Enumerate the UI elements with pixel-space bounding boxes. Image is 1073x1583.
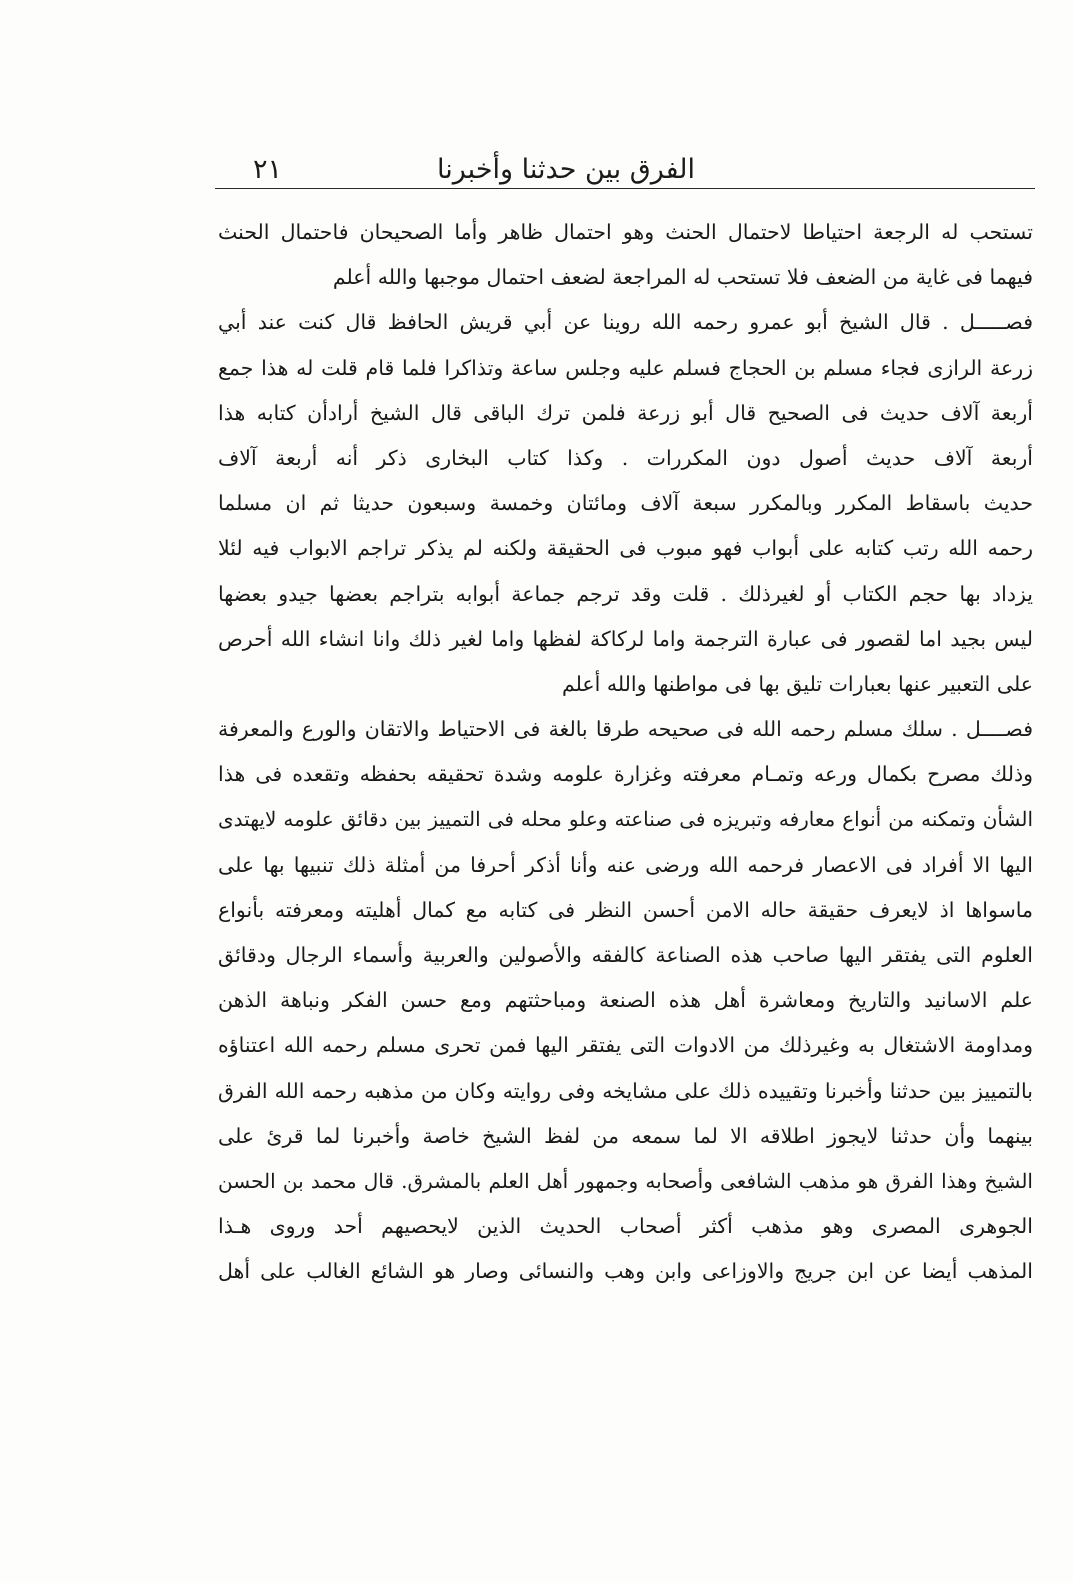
text-line: فصــــل . سلك مسلم رحمه الله فى صحيحه طرقا بالغة فى الاحتياط والاتقان والورع والمعرفة (218, 717, 1033, 742)
text-line: اليها الا أفراد فى الاعصار فرحمه الله ورضى عنه وأنا أذكر أحرفا من أمثلة ذلك تنبيها بها على (218, 852, 1033, 877)
text-line: الشيخ وهذا الفرق هو مذهب الشافعى وأصحابه وجمهور أهل العلم بالمشرق. قال محمد بن الحسن (218, 1168, 1033, 1193)
text-line: ليس بجيد اما لقصور فى عبارة الترجمة واما لركاكة لفظها واما لغير ذلك وانا انشاء الله أحرص (218, 626, 1033, 651)
text-line: بالتمييز بين حدثنا وأخبرنا وتقييده ذلك على مشايخه وفى روايته وكان من مذهبه رحمه الله الفرق (218, 1078, 1033, 1103)
text-line: العلوم التى يفتقر اليها صاحب هذه الصناعة كالفقه والأصولين والعربية وأسماء الرجال ودقائق (218, 943, 1033, 967)
text-line: أربعة آلاف حديث أصول دون المكررات . وكذا كتاب البخارى ذكر أنه أربعة آلاف (218, 445, 1033, 470)
text-line: المذهب أيضا عن ابن جريج والاوزاعى وابن وهب والنسائى وصار هو الشائع الغالب على أهل (218, 1259, 1033, 1284)
text-line: أربعة آلاف حديث فى الصحيح قال أبو زرعة فلمن ترك الباقى قال الشيخ أرادأن كتابه هذا (218, 400, 1033, 425)
text-line: الجوهرى المصرى وهو مذهب أكثر أصحاب الحديث الذين لايحصيهم أحد وروى هـذا (218, 1214, 1033, 1239)
text-line: بينهما وأن حدثنا لايجوز اطلاقه الا لما سمعه من لفظ الشيخ خاصة وأخبرنا لما قرئ على (218, 1123, 1033, 1148)
body-text (218, 210, 1033, 1295)
page-number: ٢١ (253, 154, 283, 185)
text-line: فيهما فى غاية من الضعف فلا تستحب له المراجعة لضعف احتمال موجبها والله أعلم (332, 265, 1033, 290)
text-line: رحمه الله رتب كتابه على أبواب فهو مبوب فى الحقيقة ولكنه لم يذكر تراجم الابواب فيه لئلا (218, 536, 1033, 561)
text-line: وذلك مصرح بكمال ورعه وتمـام معرفته وغزارة علومه وشدة تحقيقه بحفظه وتقعده فى هذا (218, 762, 1033, 787)
text-line: علم الاسانيد والتاريخ ومعاشرة أهل هذه الصنعة ومباحثتهم ومع حسن الفكر ونباهة الذهن (218, 988, 1033, 1013)
text-line: على التعبير عنها بعبارات تليق بها فى مواطنها والله أعلم (562, 671, 1033, 696)
text-line: ومداومة الاشتغال به وغيرذلك من الادوات التى يفتقر اليها فمن تحرى مسلم رحمه الله اعتناؤه (218, 1033, 1033, 1058)
text-line: يزداد بها حجم الكتاب أو لغيرذلك . قلت وقد ترجم جماعة أبوابه بتراجم بعضها جيدو بعضها (218, 581, 1033, 606)
page-header (215, 150, 1035, 190)
text-line: الشأن وتمكنه من أنواع معارفه وتبريزه فى صناعته وعلو محله فى التمييز بين دقائق علومه لايهتدى (218, 807, 1033, 832)
text-line: ماسواها اذ لايعرف حقيقة حاله الامن أحسن النظر فى كتابه مع كمال أهليته ومعرفته بأنواع (218, 897, 1033, 922)
text-line: زرعة الرازى فجاء مسلم بن الحجاج فسلم عليه وجلس ساعة وتذاكرا فلما قام قلت له هذا جمع (218, 355, 1033, 380)
text-line: فصـــــل . قال الشيخ أبو عمرو رحمه الله روينا عن أبي قريش الحافظ قال كنت عند أبي (218, 310, 1033, 335)
header-rule (215, 188, 1035, 189)
text-line: تستحب له الرجعة احتياطا لاحتمال الحنث وهو احتمال ظاهر وأما الصحيحان فاحتمال الحنث (218, 220, 1033, 244)
text-line: حديث باسقاط المكرر وبالمكرر سبعة آلاف ومائتان وخمسة وسبعون حديثا ثم ان مسلما (218, 491, 1033, 516)
running-title: الفرق بين حدثنا وأخبرنا (437, 154, 695, 185)
